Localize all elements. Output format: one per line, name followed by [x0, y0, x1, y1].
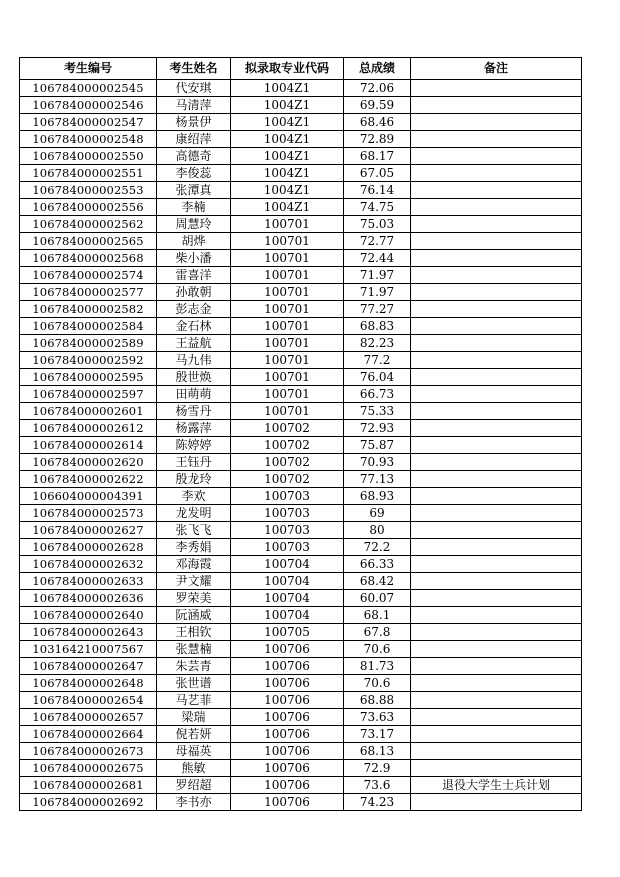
table-row — [20, 165, 582, 182]
table-row — [20, 148, 582, 165]
exam-id-cell: 106784000002640 — [20, 607, 157, 624]
exam-id-cell: 106784000002545 — [20, 80, 157, 97]
remarks-cell — [411, 199, 582, 216]
table-row — [20, 216, 582, 233]
name-cell: 杨露萍 — [157, 420, 231, 437]
exam-id-cell: 106784000002550 — [20, 148, 157, 165]
remarks-cell — [411, 250, 582, 267]
remarks-cell — [411, 471, 582, 488]
name-cell: 杨景伊 — [157, 114, 231, 131]
total-score-cell: 71.97 — [344, 284, 411, 301]
major-code-cell: 100706 — [231, 743, 344, 760]
major-code-cell: 1004Z1 — [231, 97, 344, 114]
name-cell: 雷喜洋 — [157, 267, 231, 284]
major-code-cell: 100701 — [231, 352, 344, 369]
total-score-cell: 76.04 — [344, 369, 411, 386]
header-row — [20, 58, 582, 80]
total-score-cell: 73.17 — [344, 726, 411, 743]
name-cell: 李欢 — [157, 488, 231, 505]
remarks-cell — [411, 386, 582, 403]
exam-id-cell: 106784000002647 — [20, 658, 157, 675]
header-remarks: 备注 — [411, 58, 582, 80]
major-code-cell: 100701 — [231, 369, 344, 386]
exam-id-cell: 106784000002595 — [20, 369, 157, 386]
exam-id-cell: 103164210007567 — [20, 641, 157, 658]
exam-id-cell: 106784000002592 — [20, 352, 157, 369]
name-cell: 李俊蕊 — [157, 165, 231, 182]
remarks-cell — [411, 522, 582, 539]
major-code-cell: 1004Z1 — [231, 165, 344, 182]
name-cell: 李秀娟 — [157, 539, 231, 556]
name-cell: 柴小潘 — [157, 250, 231, 267]
table-row — [20, 777, 582, 794]
remarks-cell — [411, 726, 582, 743]
major-code-cell: 1004Z1 — [231, 114, 344, 131]
total-score-cell: 76.14 — [344, 182, 411, 199]
exam-id-cell: 106784000002562 — [20, 216, 157, 233]
major-code-cell: 100706 — [231, 794, 344, 811]
table-row — [20, 182, 582, 199]
table-row — [20, 386, 582, 403]
name-cell: 孙敢朝 — [157, 284, 231, 301]
remarks-cell — [411, 743, 582, 760]
table-row — [20, 726, 582, 743]
major-code-cell: 100701 — [231, 386, 344, 403]
remarks-cell — [411, 216, 582, 233]
remarks-cell — [411, 318, 582, 335]
exam-id-cell: 106784000002657 — [20, 709, 157, 726]
exam-id-cell: 106784000002556 — [20, 199, 157, 216]
exam-id-cell: 106784000002565 — [20, 233, 157, 250]
total-score-cell: 68.88 — [344, 692, 411, 709]
total-score-cell: 75.87 — [344, 437, 411, 454]
major-code-cell: 100706 — [231, 777, 344, 794]
total-score-cell: 66.73 — [344, 386, 411, 403]
major-code-cell: 1004Z1 — [231, 182, 344, 199]
total-score-cell: 67.8 — [344, 624, 411, 641]
remarks-cell — [411, 675, 582, 692]
major-code-cell: 100701 — [231, 267, 344, 284]
exam-id-cell: 106784000002547 — [20, 114, 157, 131]
table-row — [20, 522, 582, 539]
exam-id-cell: 106604000004391 — [20, 488, 157, 505]
total-score-cell: 70.6 — [344, 675, 411, 692]
remarks-cell — [411, 641, 582, 658]
major-code-cell: 100701 — [231, 301, 344, 318]
remarks-cell — [411, 420, 582, 437]
major-code-cell: 100702 — [231, 454, 344, 471]
name-cell: 周慧玲 — [157, 216, 231, 233]
name-cell: 马九伟 — [157, 352, 231, 369]
table-row — [20, 505, 582, 522]
table-row — [20, 403, 582, 420]
remarks-cell — [411, 539, 582, 556]
exam-id-cell: 106784000002628 — [20, 539, 157, 556]
major-code-cell: 100703 — [231, 488, 344, 505]
remarks-cell — [411, 267, 582, 284]
name-cell: 马清萍 — [157, 97, 231, 114]
exam-id-cell: 106784000002548 — [20, 131, 157, 148]
table-row — [20, 437, 582, 454]
table-row — [20, 675, 582, 692]
table-header — [20, 58, 582, 80]
total-score-cell: 72.06 — [344, 80, 411, 97]
table-row — [20, 624, 582, 641]
name-cell: 彭志金 — [157, 301, 231, 318]
table-body — [20, 80, 582, 811]
table-row — [20, 760, 582, 777]
remarks-cell — [411, 607, 582, 624]
table-row — [20, 692, 582, 709]
table-row — [20, 131, 582, 148]
exam-id-cell: 106784000002597 — [20, 386, 157, 403]
header-name: 考生姓名 — [157, 58, 231, 80]
exam-id-cell: 106784000002614 — [20, 437, 157, 454]
name-cell: 高德奇 — [157, 148, 231, 165]
total-score-cell: 72.93 — [344, 420, 411, 437]
exam-id-cell: 106784000002627 — [20, 522, 157, 539]
table-row — [20, 369, 582, 386]
exam-id-cell: 106784000002574 — [20, 267, 157, 284]
name-cell: 张飞飞 — [157, 522, 231, 539]
remarks-cell — [411, 760, 582, 777]
total-score-cell: 72.77 — [344, 233, 411, 250]
total-score-cell: 71.97 — [344, 267, 411, 284]
major-code-cell: 100701 — [231, 216, 344, 233]
name-cell: 龙发明 — [157, 505, 231, 522]
table-row — [20, 556, 582, 573]
table-row — [20, 471, 582, 488]
remarks-cell — [411, 454, 582, 471]
total-score-cell: 68.42 — [344, 573, 411, 590]
table-row — [20, 318, 582, 335]
name-cell: 邓海霞 — [157, 556, 231, 573]
name-cell: 杨雪丹 — [157, 403, 231, 420]
total-score-cell: 75.33 — [344, 403, 411, 420]
total-score-cell: 68.1 — [344, 607, 411, 624]
exam-id-cell: 106784000002673 — [20, 743, 157, 760]
remarks-cell — [411, 131, 582, 148]
major-code-cell: 100706 — [231, 726, 344, 743]
admission-table — [19, 57, 582, 811]
name-cell: 田萌萌 — [157, 386, 231, 403]
major-code-cell: 100706 — [231, 675, 344, 692]
remarks-cell — [411, 437, 582, 454]
name-cell: 陈婷婷 — [157, 437, 231, 454]
table-row — [20, 267, 582, 284]
major-code-cell: 100706 — [231, 641, 344, 658]
name-cell: 熊敏 — [157, 760, 231, 777]
total-score-cell: 60.07 — [344, 590, 411, 607]
exam-id-cell: 106784000002551 — [20, 165, 157, 182]
remarks-cell — [411, 97, 582, 114]
remarks-cell — [411, 80, 582, 97]
name-cell: 阮涵威 — [157, 607, 231, 624]
table-row — [20, 97, 582, 114]
table-row — [20, 607, 582, 624]
exam-id-cell: 106784000002582 — [20, 301, 157, 318]
name-cell: 金石林 — [157, 318, 231, 335]
remarks-cell — [411, 301, 582, 318]
major-code-cell: 100705 — [231, 624, 344, 641]
total-score-cell: 69 — [344, 505, 411, 522]
total-score-cell: 70.6 — [344, 641, 411, 658]
remarks-cell — [411, 709, 582, 726]
total-score-cell: 72.2 — [344, 539, 411, 556]
major-code-cell: 100704 — [231, 607, 344, 624]
exam-id-cell: 106784000002577 — [20, 284, 157, 301]
name-cell: 代安琪 — [157, 80, 231, 97]
total-score-cell: 81.73 — [344, 658, 411, 675]
name-cell: 康绍萍 — [157, 131, 231, 148]
major-code-cell: 1004Z1 — [231, 131, 344, 148]
table-row — [20, 335, 582, 352]
major-code-cell: 100704 — [231, 573, 344, 590]
total-score-cell: 68.46 — [344, 114, 411, 131]
major-code-cell: 100706 — [231, 658, 344, 675]
major-code-cell: 100706 — [231, 760, 344, 777]
total-score-cell: 68.83 — [344, 318, 411, 335]
table-row — [20, 80, 582, 97]
total-score-cell: 73.63 — [344, 709, 411, 726]
exam-id-cell: 106784000002584 — [20, 318, 157, 335]
name-cell: 王钰丹 — [157, 454, 231, 471]
exam-id-cell: 106784000002622 — [20, 471, 157, 488]
name-cell: 罗绍超 — [157, 777, 231, 794]
major-code-cell: 1004Z1 — [231, 199, 344, 216]
table-row — [20, 284, 582, 301]
exam-id-cell: 106784000002648 — [20, 675, 157, 692]
major-code-cell: 100701 — [231, 335, 344, 352]
table-row — [20, 590, 582, 607]
total-score-cell: 70.93 — [344, 454, 411, 471]
exam-id-cell: 106784000002636 — [20, 590, 157, 607]
major-code-cell: 100701 — [231, 284, 344, 301]
total-score-cell: 82.23 — [344, 335, 411, 352]
exam-id-cell: 106784000002675 — [20, 760, 157, 777]
major-code-cell: 100701 — [231, 233, 344, 250]
exam-id-cell: 106784000002620 — [20, 454, 157, 471]
table-row — [20, 352, 582, 369]
exam-id-cell: 106784000002654 — [20, 692, 157, 709]
total-score-cell: 75.03 — [344, 216, 411, 233]
total-score-cell: 68.17 — [344, 148, 411, 165]
exam-id-cell: 106784000002553 — [20, 182, 157, 199]
major-code-cell: 100703 — [231, 522, 344, 539]
major-code-cell: 1004Z1 — [231, 148, 344, 165]
total-score-cell: 77.2 — [344, 352, 411, 369]
table-row — [20, 199, 582, 216]
exam-id-cell: 106784000002589 — [20, 335, 157, 352]
name-cell: 李楠 — [157, 199, 231, 216]
major-code-cell: 100701 — [231, 250, 344, 267]
table-row — [20, 573, 582, 590]
name-cell: 王相钦 — [157, 624, 231, 641]
remarks-cell — [411, 403, 582, 420]
remarks-cell — [411, 488, 582, 505]
total-score-cell: 74.75 — [344, 199, 411, 216]
total-score-cell: 77.27 — [344, 301, 411, 318]
major-code-cell: 100706 — [231, 709, 344, 726]
major-code-cell: 100704 — [231, 590, 344, 607]
table-row — [20, 114, 582, 131]
major-code-cell: 100706 — [231, 692, 344, 709]
major-code-cell: 100701 — [231, 403, 344, 420]
table-row — [20, 641, 582, 658]
exam-id-cell: 106784000002664 — [20, 726, 157, 743]
total-score-cell: 77.13 — [344, 471, 411, 488]
exam-id-cell: 106784000002633 — [20, 573, 157, 590]
header-major-code: 拟录取专业代码 — [231, 58, 344, 80]
table-row — [20, 454, 582, 471]
total-score-cell: 72.9 — [344, 760, 411, 777]
table-row — [20, 488, 582, 505]
name-cell: 李书亦 — [157, 794, 231, 811]
remarks-cell — [411, 148, 582, 165]
name-cell: 朱芸青 — [157, 658, 231, 675]
name-cell: 母福英 — [157, 743, 231, 760]
remarks-cell — [411, 624, 582, 641]
major-code-cell: 100701 — [231, 318, 344, 335]
name-cell: 梁瑞 — [157, 709, 231, 726]
table-row — [20, 658, 582, 675]
exam-id-cell: 106784000002568 — [20, 250, 157, 267]
table-row — [20, 709, 582, 726]
total-score-cell: 73.6 — [344, 777, 411, 794]
table-row — [20, 743, 582, 760]
name-cell: 殷龙玲 — [157, 471, 231, 488]
name-cell: 张潭真 — [157, 182, 231, 199]
remarks-cell — [411, 692, 582, 709]
total-score-cell: 67.05 — [344, 165, 411, 182]
name-cell: 王益航 — [157, 335, 231, 352]
remarks-cell — [411, 369, 582, 386]
total-score-cell: 72.44 — [344, 250, 411, 267]
table-row — [20, 794, 582, 811]
major-code-cell: 100704 — [231, 556, 344, 573]
name-cell: 殷世焕 — [157, 369, 231, 386]
remarks-cell — [411, 505, 582, 522]
name-cell: 罗荣美 — [157, 590, 231, 607]
table-row — [20, 233, 582, 250]
major-code-cell: 100703 — [231, 505, 344, 522]
major-code-cell: 100702 — [231, 420, 344, 437]
name-cell: 尹文耀 — [157, 573, 231, 590]
exam-id-cell: 106784000002573 — [20, 505, 157, 522]
table-row — [20, 420, 582, 437]
remarks-cell — [411, 573, 582, 590]
name-cell: 张世谱 — [157, 675, 231, 692]
name-cell: 胡烨 — [157, 233, 231, 250]
remarks-cell — [411, 335, 582, 352]
remarks-cell — [411, 233, 582, 250]
exam-id-cell: 106784000002681 — [20, 777, 157, 794]
header-exam-id: 考生编号 — [20, 58, 157, 80]
remarks-cell — [411, 556, 582, 573]
remarks-cell — [411, 114, 582, 131]
total-score-cell: 66.33 — [344, 556, 411, 573]
name-cell: 张慧楠 — [157, 641, 231, 658]
name-cell: 倪若妍 — [157, 726, 231, 743]
remarks-cell — [411, 658, 582, 675]
remarks-cell — [411, 165, 582, 182]
table-row — [20, 250, 582, 267]
total-score-cell: 72.89 — [344, 131, 411, 148]
major-code-cell: 100702 — [231, 471, 344, 488]
name-cell: 马艺菲 — [157, 692, 231, 709]
major-code-cell: 100703 — [231, 539, 344, 556]
remarks-cell — [411, 794, 582, 811]
total-score-cell: 74.23 — [344, 794, 411, 811]
remarks-cell: 退役大学生士兵计划 — [411, 777, 582, 794]
total-score-cell: 68.13 — [344, 743, 411, 760]
exam-id-cell: 106784000002601 — [20, 403, 157, 420]
total-score-cell: 68.93 — [344, 488, 411, 505]
major-code-cell: 1004Z1 — [231, 80, 344, 97]
remarks-cell — [411, 182, 582, 199]
total-score-cell: 69.59 — [344, 97, 411, 114]
major-code-cell: 100702 — [231, 437, 344, 454]
exam-id-cell: 106784000002643 — [20, 624, 157, 641]
header-total-score: 总成绩 — [344, 58, 411, 80]
exam-id-cell: 106784000002632 — [20, 556, 157, 573]
table-row — [20, 539, 582, 556]
exam-id-cell: 106784000002692 — [20, 794, 157, 811]
remarks-cell — [411, 590, 582, 607]
exam-id-cell: 106784000002612 — [20, 420, 157, 437]
remarks-cell — [411, 284, 582, 301]
total-score-cell: 80 — [344, 522, 411, 539]
table-row — [20, 301, 582, 318]
exam-id-cell: 106784000002546 — [20, 97, 157, 114]
remarks-cell — [411, 352, 582, 369]
